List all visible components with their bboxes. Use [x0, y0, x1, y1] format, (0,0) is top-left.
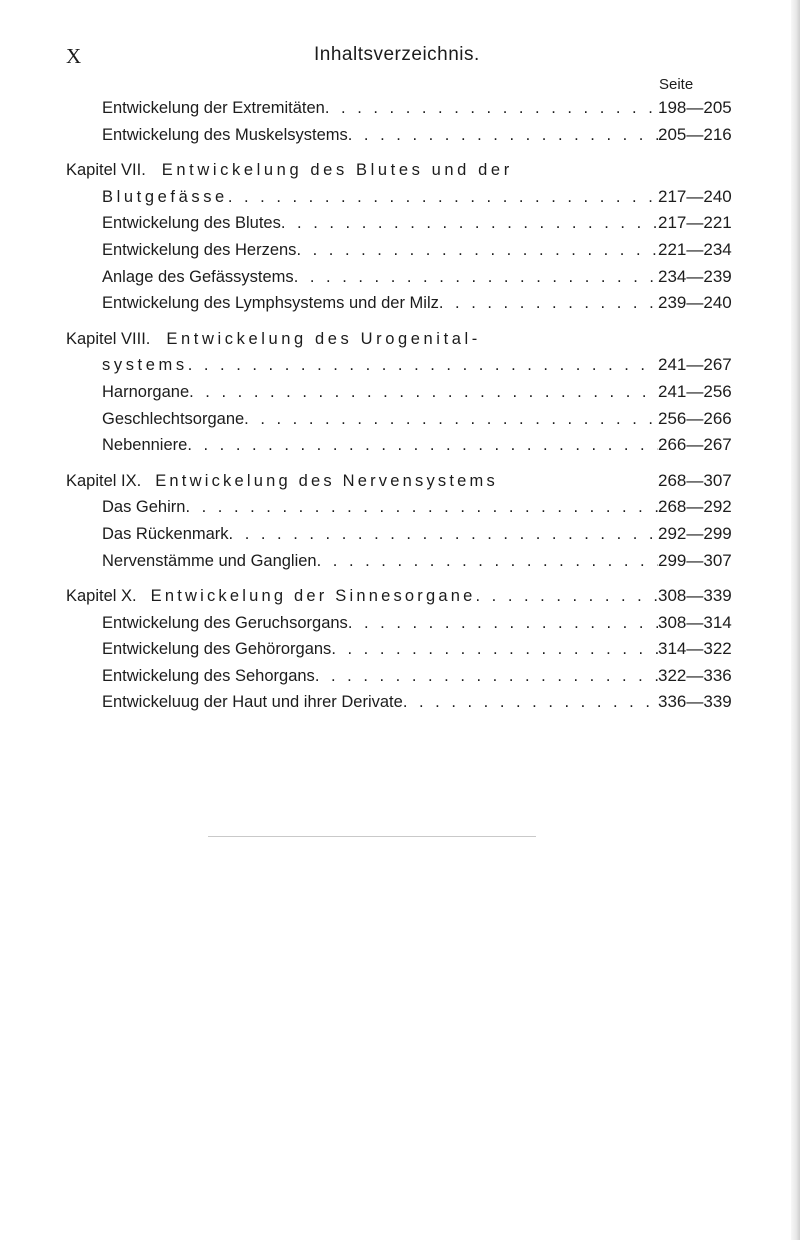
toc-entry — [66, 689, 732, 716]
toc-chapter-continuation — [66, 352, 732, 379]
dot-leader — [189, 379, 658, 406]
page-column-heading: Seite — [659, 76, 694, 93]
dot-leader — [281, 210, 658, 237]
toc-entry — [66, 95, 732, 122]
page-edge-shadow — [791, 0, 800, 1240]
dot-leader — [348, 122, 658, 149]
toc-entry — [66, 122, 732, 149]
toc-entry-title: Entwickelung des Sehorgans — [102, 666, 315, 685]
toc-entry — [66, 264, 732, 291]
table-of-contents — [66, 95, 732, 716]
dot-leader — [476, 583, 659, 610]
toc-entry-pages: 266—267 — [658, 435, 732, 455]
toc-entry — [66, 290, 732, 317]
chapter-title-continuation: Blutgefässe — [102, 187, 228, 206]
toc-entry-title: Nervenstämme und Ganglien — [102, 551, 317, 570]
dot-leader — [244, 406, 658, 433]
running-title: Inhaltsverzeichnis. — [314, 44, 480, 65]
toc-entry-title: Entwickelung des Gehörorgans — [102, 640, 332, 659]
toc-entry-title: Entwickelung des Geruchsorgans — [102, 613, 348, 632]
toc-chapter-heading — [66, 468, 732, 495]
toc-entry-title: Geschlechtsorgane — [102, 409, 245, 428]
page-header — [66, 44, 726, 72]
toc-entry — [66, 432, 732, 459]
toc-entry — [66, 237, 732, 264]
toc-entry-pages: 256—266 — [658, 408, 732, 428]
dot-leader — [348, 610, 658, 637]
toc-entry-pages: 217—221 — [658, 213, 732, 233]
chapter-title-continuation: systems — [102, 356, 188, 375]
dot-leader — [325, 95, 658, 122]
toc-entry-title: Das Gehirn — [102, 498, 186, 517]
toc-chapter-heading — [66, 326, 726, 353]
toc-entry-title: Entwickelung des Lymphsystems und der Milz — [102, 294, 439, 313]
chapter-title: Entwickelung der Sinnesorgane — [150, 587, 476, 606]
toc-entry-pages: 234—239 — [658, 266, 732, 286]
toc-entry-pages: 292—299 — [658, 523, 732, 543]
chapter-number: Kapitel X. — [66, 587, 137, 606]
toc-chapter-heading — [66, 157, 726, 184]
toc-entry-pages: 314—322 — [658, 639, 732, 659]
chapter-pages: 308—339 — [658, 586, 732, 606]
toc-entry-title: Anlage des Gefässystems — [102, 267, 294, 286]
toc-entry — [66, 521, 732, 548]
toc-entry-pages: 241—256 — [658, 381, 732, 401]
toc-entry-title: Entwickeluug der Haut und ihrer Derivate — [102, 693, 403, 712]
chapter-pages: 217—240 — [658, 186, 732, 206]
dot-leader — [296, 237, 658, 264]
toc-entry — [66, 379, 732, 406]
toc-entry-title: Das Rückenmark — [102, 524, 229, 543]
toc-entry-title: Nebenniere — [102, 436, 188, 455]
chapter-number: Kapitel IX. — [66, 471, 142, 490]
toc-entry-title: Entwickelung des Muskelsystems — [102, 125, 348, 144]
dot-leader — [317, 548, 658, 575]
dot-leader — [403, 689, 658, 716]
toc-entry-pages: 239—240 — [658, 293, 732, 313]
toc-entry-title: Entwickelung des Herzens — [102, 240, 297, 259]
toc-entry — [66, 610, 732, 637]
dot-leader — [188, 352, 658, 379]
toc-entry-pages: 198—205 — [658, 98, 732, 117]
page-number: X — [66, 44, 82, 68]
toc-entry-title: Harnorgane — [102, 382, 190, 401]
toc-entry — [66, 406, 732, 433]
toc-entry-pages: 336—339 — [658, 692, 732, 712]
chapter-number: Kapitel VIII. — [66, 329, 151, 348]
toc-entry-pages: 308—314 — [658, 612, 732, 632]
dot-leader — [187, 432, 658, 459]
chapter-number: Kapitel VII. — [66, 161, 146, 180]
toc-entry-title: Entwickelung des Blutes — [102, 214, 281, 233]
chapter-title: Entwickelung des Nervensystems — [155, 471, 498, 490]
toc-entry-title: Entwickelung der Extremitäten — [102, 99, 325, 117]
toc-entry-pages: 322—336 — [658, 665, 732, 685]
toc-entry — [66, 663, 732, 690]
dot-leader — [185, 494, 658, 521]
toc-entry — [66, 210, 732, 237]
toc-entry — [66, 636, 732, 663]
chapter-pages: 241—267 — [658, 355, 732, 375]
toc-chapter-continuation — [66, 184, 732, 211]
dot-leader — [439, 290, 658, 317]
chapter-title: Entwickelung des Urogenital- — [166, 329, 481, 348]
dot-leader — [315, 663, 658, 690]
toc-entry — [66, 548, 732, 575]
dot-leader — [294, 264, 658, 291]
toc-entry-pages: 221—234 — [658, 239, 732, 259]
chapter-pages: 268—307 — [658, 470, 732, 490]
toc-chapter-heading — [66, 583, 732, 610]
chapter-title: Entwickelung des Blutes und der — [161, 161, 513, 180]
toc-entry-pages: 299—307 — [658, 550, 732, 570]
toc-entry-pages: 268—292 — [658, 497, 732, 517]
dot-leader — [229, 521, 658, 548]
toc-entry — [66, 494, 732, 521]
dot-leader — [331, 636, 658, 663]
toc-entry-pages: 205—216 — [658, 124, 732, 144]
dot-leader — [228, 184, 658, 211]
section-divider — [208, 836, 536, 837]
